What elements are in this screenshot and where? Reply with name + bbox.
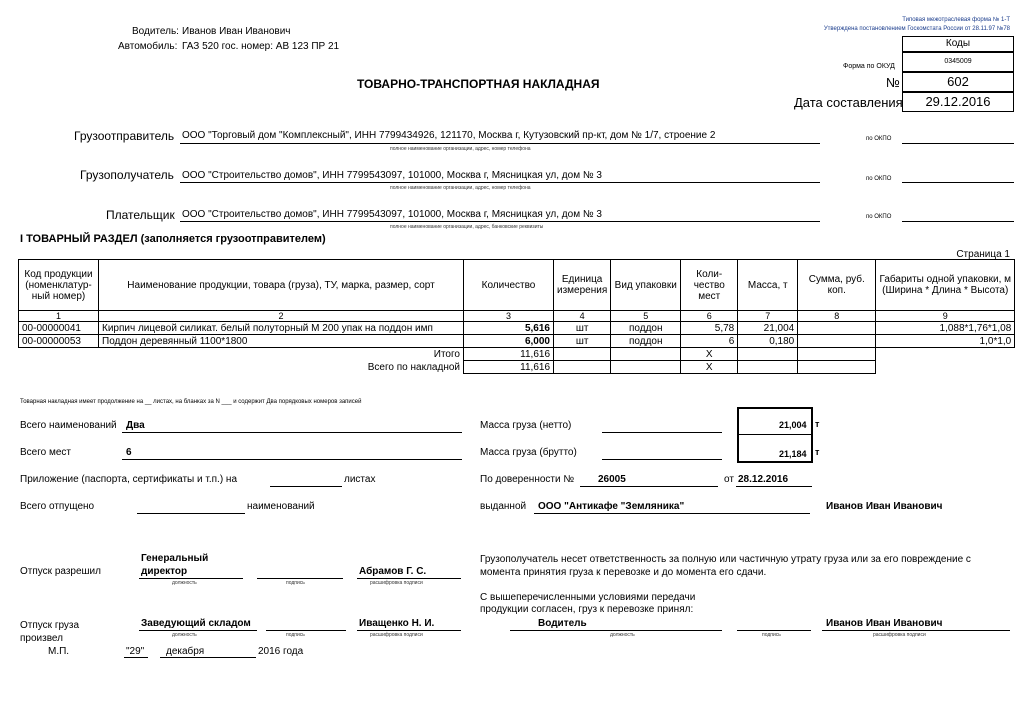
gross-unit: т [815, 447, 820, 457]
th-dims: Габариты одной упаковки, м (Ширина * Длина * Высота) [876, 260, 1015, 311]
mp-label: М.П. [48, 646, 70, 657]
cell-name: Кирпич лицевой силикат. белый полуторный М 200 упак на поддон имп [99, 322, 464, 335]
cell-qty: 6,000 [464, 335, 554, 348]
release-label-1: Отпуск груза [20, 620, 80, 631]
table-row [19, 335, 1015, 348]
cell-name: Поддон деревянный 1100*1800 [99, 335, 464, 348]
th-code: Код продукции (номенклатур-ный номер) [19, 260, 99, 311]
gross-value: 21,184 [779, 449, 807, 459]
release-sign-line [266, 630, 346, 631]
hint-decode-3: расшифровка подписи [873, 632, 926, 638]
okpo-line-3 [902, 221, 1014, 222]
cell-code: 00-00000053 [19, 335, 99, 348]
payer-label: Плательщик [106, 208, 175, 222]
places-label: Всего мест [20, 447, 72, 458]
th-name: Наименование продукции, товара (груза), ТУ, марка, размер, сорт [99, 260, 464, 311]
okpo-line-2 [902, 182, 1014, 183]
hint-position-3: должность [610, 632, 635, 638]
net-line [602, 432, 722, 433]
th-sum: Сумма, руб. коп. [798, 260, 876, 311]
agree-1: С вышеперечисленными условиями передачи [480, 592, 696, 603]
cell-qty: 5,616 [464, 322, 554, 335]
shipper-value: ООО "Торговый дом "Комплексный", ИНН 7799434926, 121170, Москва г, Кутузовский пр-кт, дом № 1/7, строение 2 [182, 130, 716, 141]
grand-label: Всего по накладной [19, 361, 464, 374]
attach-line [270, 486, 342, 487]
hint-sign-3: подпись [762, 632, 781, 638]
section-title: I ТОВАРНЫЙ РАЗДЕЛ (заполняется грузоотправителем) [20, 233, 326, 245]
consignee-value: ООО "Строительство домов", ИНН 7799543097, 101000, Москва г, Мясницкая ул, дом № 3 [182, 170, 602, 181]
date-value: 29.12.2016 [925, 94, 991, 109]
permit-position-1: Генеральный [141, 553, 209, 564]
permit-name-line [357, 578, 461, 579]
okud-label: Форма по ОКУД [843, 63, 895, 70]
cell-dims: 1,0*1,0 [876, 335, 1015, 348]
date-box [902, 92, 1014, 112]
date-month: декабря [166, 646, 205, 657]
cell-unit: шт [554, 322, 611, 335]
poa-date-line [736, 486, 812, 487]
issued-person: Иванов Иван Иванович [826, 501, 943, 512]
col-num: 3 [464, 311, 554, 322]
col-num: 1 [19, 311, 99, 322]
released-line [137, 513, 245, 514]
total-row [19, 348, 1015, 361]
attach-label: Приложение (паспорта, сертификаты и т.п.) на [20, 474, 238, 485]
th-pack: Вид упаковки [611, 260, 681, 311]
shipper-line [180, 143, 820, 144]
release-label-2: произвел [20, 633, 63, 644]
cell-unit: шт [554, 335, 611, 348]
poa-date: 28.12.2016 [738, 474, 789, 485]
date-year: 2016 года [258, 646, 304, 657]
th-qty: Количество [464, 260, 554, 311]
cell-pack: поддон [611, 322, 681, 335]
hint-position-1: должность [172, 580, 197, 586]
release-position-line [139, 630, 257, 631]
car-label: Автомобиль: [118, 41, 178, 52]
items-value: Два [126, 420, 145, 431]
receiver-sign-line [737, 630, 811, 631]
places-line [122, 459, 462, 460]
total-x: X [681, 348, 738, 361]
permit-name: Абрамов Г. С. [359, 566, 427, 577]
cell-places: 6 [681, 335, 738, 348]
attach-suffix: листах [344, 474, 376, 485]
col-num: 6 [681, 311, 738, 322]
okud-box [902, 52, 1014, 72]
th-places: Коли-чество мест [681, 260, 738, 311]
permit-position-line [139, 578, 243, 579]
okud-value: 0345009 [944, 58, 972, 65]
consignee-label: Грузополучатель [80, 168, 174, 182]
okpo-label-3: по ОКПО [866, 214, 892, 220]
receiver-name: Иванов Иван Иванович [826, 618, 943, 629]
cell-pack: поддон [611, 335, 681, 348]
number-box [902, 72, 1014, 92]
cell-mass: 0,180 [738, 335, 798, 348]
number-label: № [886, 75, 900, 90]
table-row [19, 322, 1015, 335]
poa-label: По доверенности № [480, 474, 575, 485]
form-note-1: Типовая межотраслевая форма № 1-Т [902, 17, 1010, 23]
shipper-hint: полное наименование организации, адрес, номер телефона [390, 146, 531, 152]
hint-decode-1: расшифровка подписи [370, 580, 423, 586]
gross-line [602, 459, 722, 460]
responsibility-1: Грузополучатель несет ответственность за полную или частичную утрату груза или за его повреждение с [480, 554, 971, 565]
net-label: Масса груза (нетто) [480, 420, 572, 431]
hint-decode-2: расшифровка подписи [370, 632, 423, 638]
col-num: 4 [554, 311, 611, 322]
places-value: 6 [126, 447, 132, 458]
date-day: "29" [126, 646, 145, 657]
day-line [124, 657, 148, 658]
poa-from: от [724, 474, 734, 485]
driver-label: Водитель: [132, 26, 179, 37]
okpo-line-1 [902, 143, 1014, 144]
col-num: 2 [99, 311, 464, 322]
total-qty: 11,616 [464, 348, 554, 361]
hint-sign-2: подпись [286, 632, 305, 638]
poa-line [580, 486, 718, 487]
grand-x: X [681, 361, 738, 374]
th-mass: Масса, т [738, 260, 798, 311]
shipper-label: Грузоотправитель [74, 129, 175, 143]
net-value: 21,004 [779, 420, 807, 430]
car-value: ГАЗ 520 гос. номер: АВ 123 ПР 21 [182, 41, 340, 52]
doc-title: ТОВАРНО-ТРАНСПОРТНАЯ НАКЛАДНАЯ [357, 77, 600, 91]
consignee-line [180, 182, 820, 183]
grand-qty: 11,616 [464, 361, 554, 374]
date-label: Дата составления [794, 95, 903, 110]
net-unit: т [815, 419, 820, 429]
items-label: Всего наименований [20, 420, 117, 431]
receiver-position-line [510, 630, 722, 631]
form-note-2: Утверждена постановлением Госкомстата России от 28.11.97 №78 [823, 26, 1010, 32]
issued-line [534, 513, 810, 514]
col-num: 9 [876, 311, 1015, 322]
hint-sign-1: подпись [286, 580, 305, 586]
responsibility-2: момента принятия груза к перевозке и до момента его сдачи. [480, 567, 767, 578]
th-unit: Единица измерения [554, 260, 611, 311]
col-num: 7 [738, 311, 798, 322]
issued-value: ООО "Антикафе "Земляника" [538, 501, 685, 512]
release-position: Заведующий складом [141, 618, 251, 629]
month-line [160, 657, 256, 658]
col-num: 8 [798, 311, 876, 322]
driver-value: Иванов Иван Иванович [182, 26, 291, 37]
agree-2: продукции согласен, груз к перевозке принял: [480, 604, 694, 615]
hint-position-2: должность [172, 632, 197, 638]
payer-value: ООО "Строительство домов", ИНН 7799543097, 101000, Москва г, Мясницкая ул, дом № 3 [182, 209, 602, 220]
release-name-line [357, 630, 461, 631]
released-suffix: наименований [247, 501, 315, 512]
permit-sign-line [257, 578, 343, 579]
total-label: Итого [19, 348, 464, 361]
goods-table [18, 259, 1015, 374]
gross-label: Масса груза (брутто) [480, 447, 577, 458]
payer-hint: полное наименование организации, адрес, банковские реквизиты [390, 224, 544, 230]
cell-sum [798, 335, 876, 348]
grand-total-row [19, 361, 1015, 374]
receiver-name-line [822, 630, 1010, 631]
okpo-label-2: по ОКПО [866, 176, 892, 182]
page-number: Страница 1 [956, 249, 1010, 260]
receiver-position: Водитель [538, 618, 587, 629]
codes-label: Коды [945, 38, 971, 49]
released-label: Всего отпущено [20, 501, 95, 512]
payer-line [180, 221, 820, 222]
mass-box-divider [739, 434, 811, 435]
col-num: 5 [611, 311, 681, 322]
continuation-note: Товарная накладная имеет продолжение на __ листах, на бланках за N ___ и содержит Два порядковых номеров записей [20, 399, 362, 405]
cell-code: 00-00000041 [19, 322, 99, 335]
permit-position-2: директор [141, 566, 188, 577]
issued-label: выданной [480, 501, 527, 512]
cell-places: 5,78 [681, 322, 738, 335]
okpo-label-1: по ОКПО [866, 136, 892, 142]
release-name: Иващенко Н. И. [359, 618, 435, 629]
poa-value: 26005 [598, 474, 626, 485]
number-value: 602 [947, 74, 969, 89]
cell-sum [798, 322, 876, 335]
cell-dims: 1,088*1,76*1,08 [876, 322, 1015, 335]
permit-label: Отпуск разрешил [20, 566, 101, 577]
cell-mass: 21,004 [738, 322, 798, 335]
codes-box [902, 36, 1014, 52]
consignee-hint: полное наименование организации, адрес, номер телефона [390, 185, 531, 191]
items-line [122, 432, 462, 433]
